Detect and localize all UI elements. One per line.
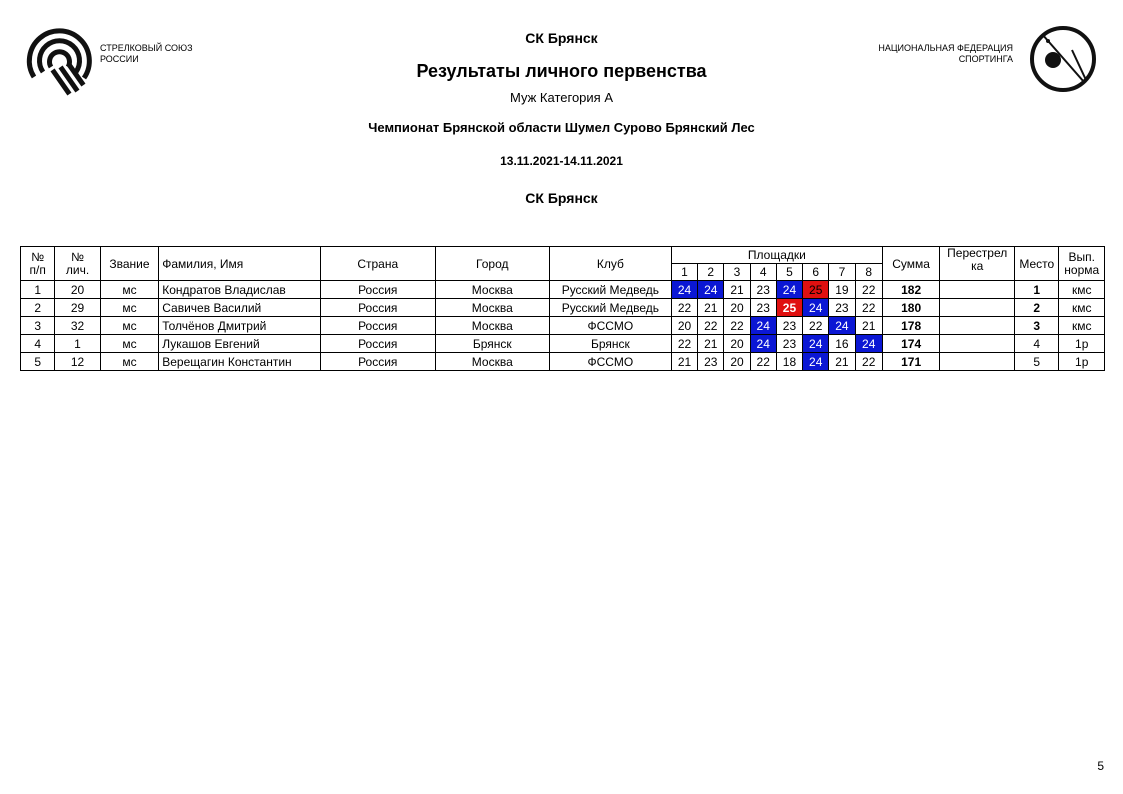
cell-score-range-8: 24 <box>855 335 882 353</box>
category: Муж Категория А <box>510 90 613 105</box>
event-dates: 13.11.2021-14.11.2021 <box>500 154 623 168</box>
cell-score-range-2: 21 <box>698 299 724 317</box>
cell-club: Брянск <box>549 335 671 353</box>
header-norm: Вып. норма <box>1059 247 1105 281</box>
cell-place: 2 <box>1015 299 1059 317</box>
header-range-4: 4 <box>750 264 776 281</box>
cell-score-range-2: 23 <box>698 353 724 371</box>
cell-name: Савичев Василий <box>159 299 320 317</box>
cell-place: 1 <box>1015 281 1059 299</box>
cell-score-range-7: 23 <box>829 299 855 317</box>
cell-name: Кондратов Владислав <box>159 281 320 299</box>
cell-country: Россия <box>320 281 435 299</box>
event-name: Чемпионат Брянской области Шумел Сурово Брянский Лес <box>368 120 755 135</box>
header-country: Страна <box>320 247 435 281</box>
header-place: Место <box>1015 247 1059 281</box>
cell-city: Москва <box>435 299 549 317</box>
cell-score-range-6: 24 <box>803 353 829 371</box>
cell-score-range-1: 20 <box>671 317 697 335</box>
cell-city: Москва <box>435 317 549 335</box>
org-right-line2: СПОРТИНГА <box>958 54 1013 64</box>
cell-num: 3 <box>21 317 55 335</box>
cell-city: Москва <box>435 281 549 299</box>
cell-total: 178 <box>882 317 940 335</box>
header-club: Клуб <box>549 247 671 281</box>
cell-rank: мс <box>100 353 159 371</box>
cell-rank: мс <box>100 317 159 335</box>
cell-score-range-6: 24 <box>803 335 829 353</box>
cell-num: 5 <box>21 353 55 371</box>
cell-norm: 1р <box>1059 353 1105 371</box>
cell-score-range-1: 22 <box>671 335 697 353</box>
org-left-line1: СТРЕЛКОВЫЙ СОЮЗ <box>100 43 193 53</box>
table-row <box>21 317 1105 335</box>
cell-country: Россия <box>320 353 435 371</box>
cell-num: 4 <box>21 335 55 353</box>
cell-num: 2 <box>21 299 55 317</box>
header-num: № п/п <box>21 247 55 281</box>
cell-country: Россия <box>320 335 435 353</box>
cell-score-range-7: 21 <box>829 353 855 371</box>
header-city: Город <box>435 247 549 281</box>
cell-shootoff <box>940 317 1015 335</box>
cell-score-range-4: 24 <box>750 335 776 353</box>
cell-shootoff <box>940 335 1015 353</box>
cell-club: Русский Медведь <box>549 299 671 317</box>
cell-score-range-8: 21 <box>855 317 882 335</box>
cell-score-range-6: 24 <box>803 299 829 317</box>
cell-score-range-1: 21 <box>671 353 697 371</box>
club-bottom: СК Брянск <box>525 190 598 206</box>
cell-club: ФССМО <box>549 353 671 371</box>
org-left-line2: РОССИИ <box>100 54 139 64</box>
page-number: 5 <box>1097 759 1104 773</box>
cell-score-range-7: 16 <box>829 335 855 353</box>
cell-score-range-3: 22 <box>724 317 750 335</box>
cell-shootoff <box>940 281 1015 299</box>
cell-score-range-4: 24 <box>750 317 776 335</box>
header-range-6: 6 <box>803 264 829 281</box>
cell-name: Толчёнов Дмитрий <box>159 317 320 335</box>
cell-score-range-1: 24 <box>671 281 697 299</box>
header-name: Фамилия, Имя <box>159 247 320 281</box>
cell-score-range-3: 20 <box>724 335 750 353</box>
cell-num: 1 <box>21 281 55 299</box>
cell-score-range-3: 20 <box>724 299 750 317</box>
cell-country: Россия <box>320 299 435 317</box>
cell-id: 20 <box>55 281 100 299</box>
cell-club: Русский Медведь <box>549 281 671 299</box>
cell-score-range-1: 22 <box>671 299 697 317</box>
cell-total: 180 <box>882 299 940 317</box>
cell-city: Брянск <box>435 335 549 353</box>
cell-score-range-8: 22 <box>855 281 882 299</box>
header-range-3: 3 <box>724 264 750 281</box>
results-table <box>20 246 1105 371</box>
org-right-line1: НАЦИОНАЛЬНАЯ ФЕДЕРАЦИЯ <box>878 43 1013 53</box>
cell-score-range-8: 22 <box>855 353 882 371</box>
cell-id: 1 <box>55 335 100 353</box>
header-range-7: 7 <box>829 264 855 281</box>
cell-score-range-7: 24 <box>829 317 855 335</box>
cell-score-range-5: 25 <box>776 299 802 317</box>
cell-score-range-2: 24 <box>698 281 724 299</box>
cell-shootoff <box>940 299 1015 317</box>
header-ranges: Площадки <box>671 247 882 264</box>
cell-score-range-4: 23 <box>750 299 776 317</box>
cell-score-range-3: 21 <box>724 281 750 299</box>
table-row <box>21 281 1105 299</box>
cell-name: Верещагин Константин <box>159 353 320 371</box>
cell-country: Россия <box>320 317 435 335</box>
table-row <box>21 299 1105 317</box>
cell-norm: 1р <box>1059 335 1105 353</box>
cell-score-range-2: 22 <box>698 317 724 335</box>
cell-score-range-5: 23 <box>776 317 802 335</box>
page-title: Результаты личного первенства <box>416 61 707 81</box>
cell-norm: кмс <box>1059 317 1105 335</box>
cell-score-range-5: 18 <box>776 353 802 371</box>
cell-city: Москва <box>435 353 549 371</box>
header-range-8: 8 <box>855 264 882 281</box>
cell-rank: мс <box>100 299 159 317</box>
header-range-2: 2 <box>698 264 724 281</box>
cell-shootoff <box>940 353 1015 371</box>
cell-rank: мс <box>100 281 159 299</box>
cell-id: 32 <box>55 317 100 335</box>
table-row <box>21 335 1105 353</box>
cell-total: 174 <box>882 335 940 353</box>
header-range-1: 1 <box>671 264 697 281</box>
header-shootoff: Перестрел ка <box>940 247 1015 281</box>
header-rank: Звание <box>100 247 159 281</box>
cell-total: 182 <box>882 281 940 299</box>
header-id: № лич. <box>55 247 100 281</box>
cell-id: 12 <box>55 353 100 371</box>
cell-name: Лукашов Евгений <box>159 335 320 353</box>
cell-score-range-5: 24 <box>776 281 802 299</box>
cell-club: ФССМО <box>549 317 671 335</box>
cell-place: 4 <box>1015 335 1059 353</box>
header-range-5: 5 <box>776 264 802 281</box>
cell-norm: кмс <box>1059 281 1105 299</box>
cell-score-range-6: 25 <box>803 281 829 299</box>
cell-score-range-4: 22 <box>750 353 776 371</box>
cell-score-range-8: 22 <box>855 299 882 317</box>
header-total: Сумма <box>882 247 940 281</box>
cell-norm: кмс <box>1059 299 1105 317</box>
cell-score-range-4: 23 <box>750 281 776 299</box>
cell-score-range-3: 20 <box>724 353 750 371</box>
cell-id: 29 <box>55 299 100 317</box>
cell-place: 3 <box>1015 317 1059 335</box>
cell-score-range-7: 19 <box>829 281 855 299</box>
cell-score-range-5: 23 <box>776 335 802 353</box>
cell-score-range-2: 21 <box>698 335 724 353</box>
table-row <box>21 353 1105 371</box>
cell-place: 5 <box>1015 353 1059 371</box>
cell-rank: мс <box>100 335 159 353</box>
cell-score-range-6: 22 <box>803 317 829 335</box>
cell-total: 171 <box>882 353 940 371</box>
club-top: СК Брянск <box>525 30 598 46</box>
